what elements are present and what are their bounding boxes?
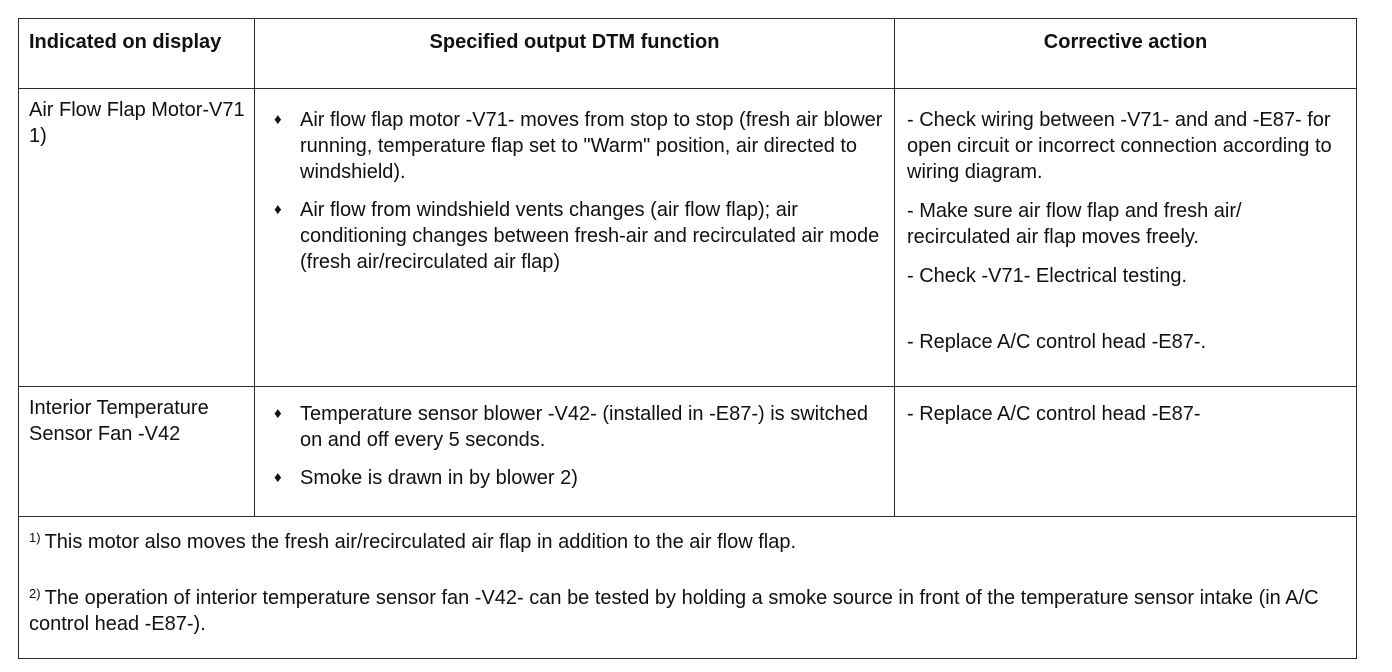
- function-item: ♦ Temperature sensor blower -V42- (installed in -E87-) is switched on and off every 5 seconds.: [274, 403, 869, 451]
- diamond-bullet-icon: ♦: [274, 111, 282, 128]
- dtm-function-table: [18, 18, 1357, 659]
- diamond-bullet-icon: ♦: [274, 405, 282, 422]
- footnotes-cell: [19, 517, 1357, 659]
- footnote-text: The operation of interior temperature sensor fan -V42- can be tested by holding a smoke source in front of the temperature sensor intake (in A/C control head -E87-).: [29, 587, 1319, 635]
- function-item: ♦ Air flow flap motor -V71- moves from stop to stop (fresh air blower running, temperature flap set to "Warm" position, air directed to windshield).: [274, 109, 883, 183]
- indicated-label: Air Flow Flap Motor-V71 1): [29, 99, 245, 147]
- diamond-bullet-icon: ♦: [274, 201, 282, 218]
- action-cell: [895, 89, 1357, 387]
- indicated-cell: [19, 89, 255, 387]
- diamond-bullet-icon: ♦: [274, 469, 282, 486]
- table-row: [19, 387, 1357, 517]
- table-header-row: [19, 19, 1357, 89]
- footnote-text: This motor also moves the fresh air/recirculated air flap in addition to the air flow flap.: [44, 531, 797, 553]
- table-row: [19, 89, 1357, 387]
- footnote-marker: 1): [29, 530, 41, 545]
- header-corrective-action: Corrective action: [895, 19, 1357, 89]
- action-item: - Make sure air flow flap and fresh air/ recirculated air flap moves freely.: [907, 200, 1242, 248]
- function-cell: [255, 387, 895, 517]
- function-item: ♦ Air flow from windshield vents changes (air flow flap); air conditioning changes between fresh-air and recirculated air mode (fresh air/recirculated air flap): [274, 199, 880, 273]
- indicated-label: Interior Temperature Sensor Fan -V42: [29, 397, 209, 445]
- footnote: [29, 529, 1348, 555]
- action-cell: [895, 387, 1357, 517]
- footnote-marker: 2): [29, 586, 41, 601]
- document-page: [18, 18, 1356, 658]
- action-item: - Check -V71- Electrical testing.: [907, 265, 1188, 287]
- action-item: - Replace A/C control head -E87-: [907, 403, 1201, 425]
- footnote: [29, 585, 1348, 637]
- action-item: - Replace A/C control head -E87-.: [907, 331, 1207, 353]
- footnotes-row: [19, 517, 1357, 659]
- header-specified-output: Specified output DTM function: [255, 19, 895, 89]
- function-item: ♦ Smoke is drawn in by blower 2): [274, 467, 578, 489]
- function-cell: [255, 89, 895, 387]
- action-item: - Check wiring between -V71- and and -E87- for open circuit or incorrect connection according to wiring diagram.: [907, 109, 1332, 183]
- header-indicated-on-display: Indicated on display: [19, 19, 255, 89]
- indicated-cell: [19, 387, 255, 517]
